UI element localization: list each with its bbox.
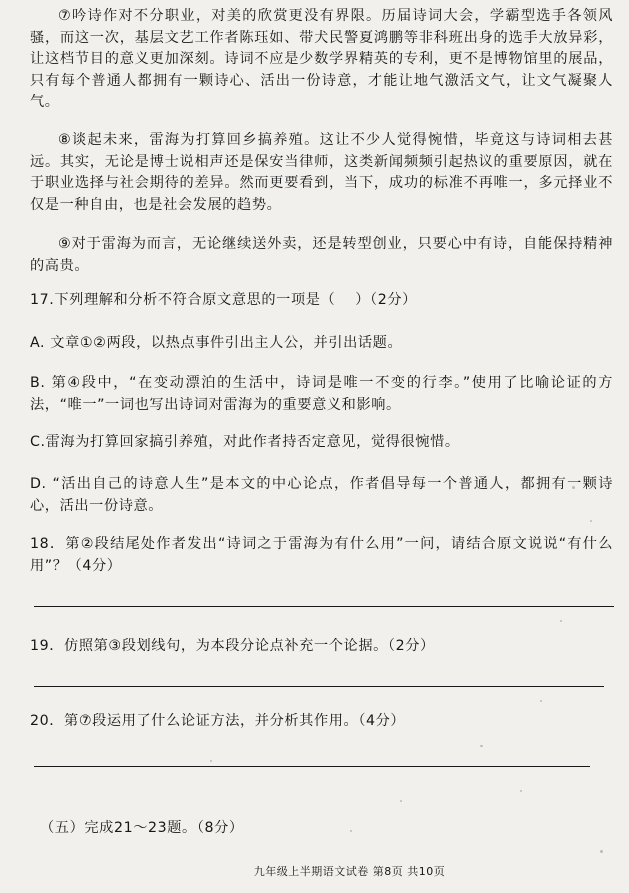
question-17-option-b: B. 第④段中，“在变动漂泊的生活中，诗词是唯一不变的行李。”使用了比喻论证的方法，“唯一”一词也写出诗词对雷海为的重要意义和影响。 (30, 375, 613, 413)
question-18: 18．第②段结尾处作者发出“诗词之于雷海为有什么用”一问，请结合原文说说“有什么用”？（4分） (30, 536, 613, 574)
paragraph-9: ⑨对于雷海为而言，无论继续送外卖，还是转型创业，只要心中有诗，自能保持精神的高贵。 (30, 236, 613, 274)
paragraph-7: ⑦吟诗作对不分职业，对美的欣赏更没有界限。历届诗词大会，学霸型选手各领风骚，而这一次，基层文艺工作者陈珏如、带犬民警夏鸿鹏等非科班出身的选手大放异彩，让这档节目的意义更加深刻。诗词不应是少数学界精英的专利，更不是博物馆里的展品，只有每个普通人都拥有一颗诗心、活出一份诗意，才能让地气激活文气，让文气凝聚人气。 (30, 8, 613, 110)
answer-line-19[interactable] (34, 686, 604, 687)
question-17-option-d: D. “活出自己的诗意人生”是本文的中心论点，作者倡导每一个普通人，都拥有一颗诗心，活出一份诗意。 (30, 476, 613, 514)
answer-line-18[interactable] (34, 606, 614, 607)
question-19: 19．仿照第③段划线句，为本段分论点补充一个论据。（2分） (30, 638, 435, 654)
question-20: 20．第⑦段运用了什么论证方法，并分析其作用。（4分） (30, 713, 406, 729)
question-17: 17.下列理解和分析不符合原文意思的一项是（ ）（2分） (30, 292, 417, 308)
paragraph-8: ⑧谈起未来，雷海为打算回乡搞养殖。这让不少人觉得惋惜，毕竟这与诗词相去甚远。其实，无论是博士说相声还是保安当律师，这类新闻频频引起热议的重要原因，就在于职业选择与社会期待的差异。然而更要看到，当下，成功的标准不再唯一，多元择业不仅是一种自由，也是社会发展的趋势。 (30, 132, 613, 213)
page-footer: 九年级上半期语文试卷 第8页 共10页 (253, 865, 446, 878)
question-17-option-c: C.雷海为打算回家搞引养殖，对此作者持否定意见，觉得很惋惜。 (30, 434, 460, 450)
answer-line-20[interactable] (34, 766, 590, 767)
question-17-option-a: A. 文章①②两段，以热点事件引出主人公，并引出话题。 (30, 335, 403, 351)
section-5-heading: （五）完成21～23题。（8分） (40, 820, 244, 836)
